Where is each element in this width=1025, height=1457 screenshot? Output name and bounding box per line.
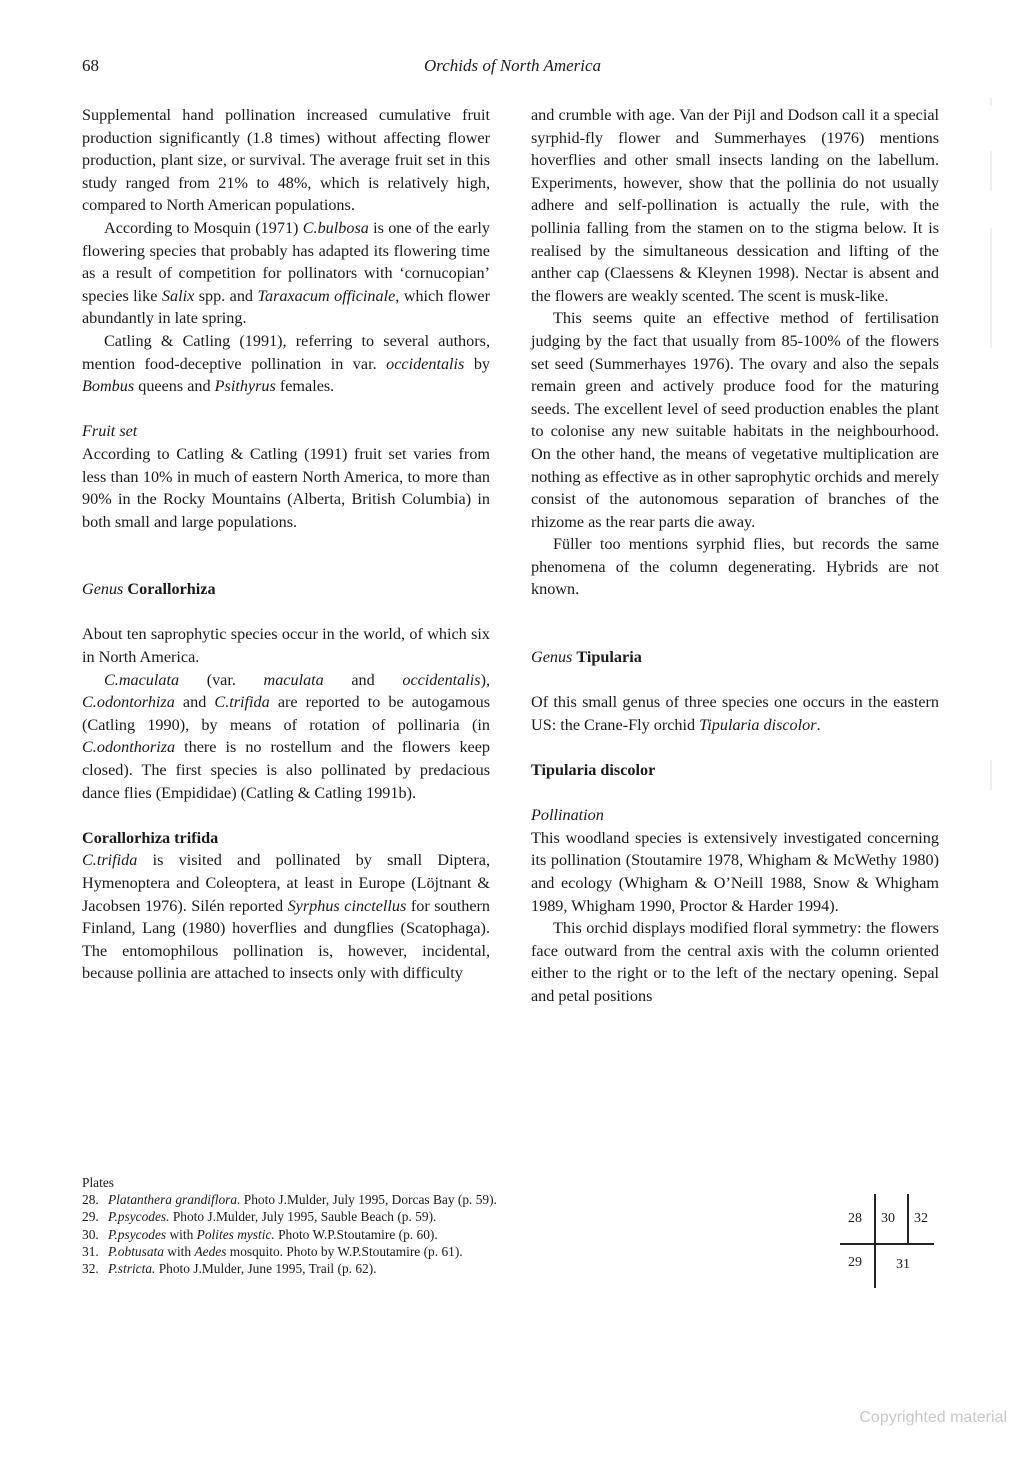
scan-artifact <box>990 760 992 790</box>
caption-text: mosquito. Photo by W.P.Stoutamire (p. 61). <box>226 1243 463 1259</box>
species-name: Salix <box>161 286 195 305</box>
plates-heading: Plates <box>82 1175 114 1190</box>
species-name: Taraxacum officinale <box>257 286 396 305</box>
plate-layout-key <box>840 1194 936 1290</box>
text-run: there is no rostellum and the flowers keep closed). The first species is also pollinated by predacious dance flies (Empididae) (Catling & Catling 1991b). <box>82 738 490 802</box>
key-divider <box>874 1194 876 1288</box>
text-run: females. <box>275 377 335 396</box>
text-run: and <box>174 693 215 712</box>
text-run: is one of the early flowering species that probably has adapted its flowering time as a result of competition for pollinators with ‘cornucopian’ species like <box>82 218 491 305</box>
text-run: is visited and pollinated by small Diptera, Hymenoptera and Coleoptera, at least in Europe (Löjtnant & Jacobsen 1976). Silén reported <box>82 851 490 915</box>
species-name: Tipularia discolor <box>699 715 817 734</box>
plate-number: 29. <box>82 1209 99 1225</box>
genus-name: Tipularia <box>576 648 642 667</box>
genus-name: Corallorhiza <box>127 580 216 599</box>
species-heading-corallorhiza-trifida: Corallorhiza trifida <box>82 828 219 847</box>
left-column <box>82 104 490 985</box>
species-name: Polites mystic. <box>196 1226 275 1242</box>
species-name: P.obtusata <box>108 1243 164 1259</box>
text-run: According to Mosquin (1971) <box>104 218 303 237</box>
spacer <box>531 736 939 759</box>
paragraph: This orchid displays modified floral symmetry: the flowers face outward from the central axis with the column oriented either to the right or to the left of the nectary opening. Sepal and petal positions <box>531 919 939 1005</box>
paragraph: This seems quite an effective method of fertilisation judging by the fact that usually from 85-100% of the flowers set seed (Summerhayes 1976). The ovary and also the sepals remain green and actively produce food for the maturing seeds. The excellent level of seed production enables the plant to colonise any new suitable habitats in the neighbourhood. On the other hand, the means of vegetative multiplication are nothing as effective as in other saprophytic orchids and merely consist of the autonomous separation of branches of the rhizome as the rear parts die away. <box>531 309 939 531</box>
key-divider <box>907 1194 909 1244</box>
plate-number: 28. <box>82 1192 99 1208</box>
plate-caption <box>82 1243 497 1260</box>
spacer <box>82 398 490 421</box>
text-run: queens and <box>134 377 215 396</box>
subheading-fruit-set: Fruit set <box>82 422 138 441</box>
spacer <box>82 804 490 827</box>
species-name: occidentalis <box>402 670 481 689</box>
paragraph <box>531 691 939 736</box>
key-cell: 30 <box>881 1211 895 1226</box>
spacer <box>531 782 939 805</box>
paragraph <box>82 669 490 805</box>
species-name: Syrphus cinctellus <box>287 896 407 915</box>
scan-artifact <box>990 151 992 191</box>
key-divider <box>840 1243 934 1245</box>
caption-text: Photo J.Mulder, July 1995, Sauble Beach (p. 59). <box>169 1209 437 1225</box>
genus-heading-tipularia <box>531 646 939 669</box>
genus-prefix: Genus <box>82 580 124 599</box>
plate-caption <box>82 1260 497 1277</box>
paragraph: According to Catling & Catling (1991) fruit set varies from less than 10% in much of eastern North America, to more than 90% in the Rocky Mountains (Alberta, British Columbia) in both small and large populations. <box>82 444 490 531</box>
species-heading-tipularia-discolor: Tipularia discolor <box>531 761 656 780</box>
species-name: C.odonthoriza <box>82 738 176 757</box>
text-run: (var. <box>179 670 264 689</box>
subheading-pollination: Pollination <box>531 806 604 825</box>
key-cell: 32 <box>914 1211 928 1226</box>
species-name: maculata <box>263 670 324 689</box>
text-run: for southern Finland, Lang (1980) hoverflies and dungflies (Scatophaga). The entomophilous pollination is, however, incidental, because pollinia are attached to insects only with difficulty <box>82 896 490 983</box>
caption-text: Photo W.P.Stoutamire (p. 60). <box>274 1226 438 1242</box>
paragraph: Füller too mentions syrphid flies, but records the same phenomena of the column degenerating. Hybrids are not known. <box>531 535 939 599</box>
text-run: Catling & Catling (1991), referring to several authors, mention food-deceptive pollination in var. <box>82 331 490 373</box>
paragraph <box>82 849 490 985</box>
right-column <box>531 104 939 1008</box>
genus-heading-corallorhiza <box>82 578 490 601</box>
text-run: and <box>323 670 403 689</box>
text-run: spp. and <box>194 286 258 305</box>
text-run: by <box>464 354 490 373</box>
species-name: Psithyrus <box>214 377 276 396</box>
paragraph <box>82 330 490 398</box>
spacer <box>531 601 939 646</box>
scan-artifact <box>990 98 992 106</box>
paragraph <box>82 217 490 330</box>
page-number: 68 <box>82 56 99 75</box>
copyright-watermark: Copyrighted material <box>859 1409 1007 1426</box>
paragraph: and crumble with age. Van der Pijl and Dodson call it a special syrphid-fly flower and Summerhayes (1976) mentions hoverflies and other small insects landing on the labellum. Experiments, however, show that the pollinia do not usually adhere and self-pollination is actually the rule, with the pollinia falling from the stamen on to the stigma below. It is realised by the simultaneous dessication and lifting of the anther cap (Claessens & Kleynen 1998). Nectar is absent and the flowers are weakly scented. The scent is musk-like. <box>531 106 939 305</box>
species-name: P.psycodes. <box>108 1209 170 1225</box>
species-name: Bombus <box>82 377 135 396</box>
spacer <box>531 669 939 692</box>
plates-captions <box>82 1174 497 1277</box>
key-cell: 28 <box>848 1211 862 1226</box>
caption-text: with <box>163 1243 195 1259</box>
species-name: Aedes <box>194 1243 227 1259</box>
spacer <box>82 601 490 624</box>
plate-caption <box>82 1226 497 1243</box>
caption-text: with <box>166 1226 197 1242</box>
species-name: C.trifida <box>82 851 138 870</box>
spacer <box>82 533 490 578</box>
key-cell: 31 <box>896 1257 910 1272</box>
key-cell: 29 <box>848 1255 862 1270</box>
genus-prefix: Genus <box>531 648 573 667</box>
plate-number: 31. <box>82 1243 99 1259</box>
text-run: , which flower abundantly in late spring. <box>82 286 491 328</box>
species-name: C.bulbosa <box>302 218 369 237</box>
species-name: occidentalis <box>386 354 465 373</box>
paragraph: This woodland species is extensively investigated concerning its pollination (Stoutamire 1978, Whigham & McWethy 1980) and ecology (Whigham & O’Neill 1988, Snow & Whigham 1989, Whigham 1990, Proctor & Harder 1994). <box>531 828 939 915</box>
caption-text: Photo J.Mulder, July 1995, Dorcas Bay (p. 59). <box>240 1192 497 1208</box>
text-run: are reported to be autogamous (Catling 1990), by means of rotation of pollinaria (in <box>82 693 490 734</box>
species-name: C.maculata <box>104 670 180 689</box>
paragraph: About ten saprophytic species occur in the world, of which six in North America. <box>82 625 490 667</box>
species-name: Platanthera grandiflora. <box>108 1192 241 1208</box>
plate-number: 32. <box>82 1261 99 1277</box>
species-name: C.trifida <box>214 693 270 712</box>
caption-text: Photo J.Mulder, June 1995, Trail (p. 62). <box>155 1261 377 1277</box>
species-name: P.stricta. <box>108 1261 156 1277</box>
plate-caption <box>82 1191 497 1208</box>
plate-caption <box>82 1208 497 1225</box>
scan-artifact <box>990 228 992 348</box>
text-run: . <box>816 715 821 734</box>
running-title: Orchids of North America <box>423 56 602 75</box>
text-run: Of this small genus of three species one occurs in the eastern US: the Crane-Fly orchid <box>531 693 939 734</box>
species-name: C.odontorhiza <box>82 693 175 712</box>
plate-number: 30. <box>82 1226 99 1242</box>
text-run: ), <box>480 670 490 689</box>
species-name: P.psycodes <box>108 1226 167 1242</box>
paragraph: Supplemental hand pollination increased cumulative fruit production significantly (1.8 times) without affecting flower production, plant size, or survival. The average fruit set in this study ranged from 21% to 48%, which is relatively high, compared to North American populations. <box>82 106 490 215</box>
